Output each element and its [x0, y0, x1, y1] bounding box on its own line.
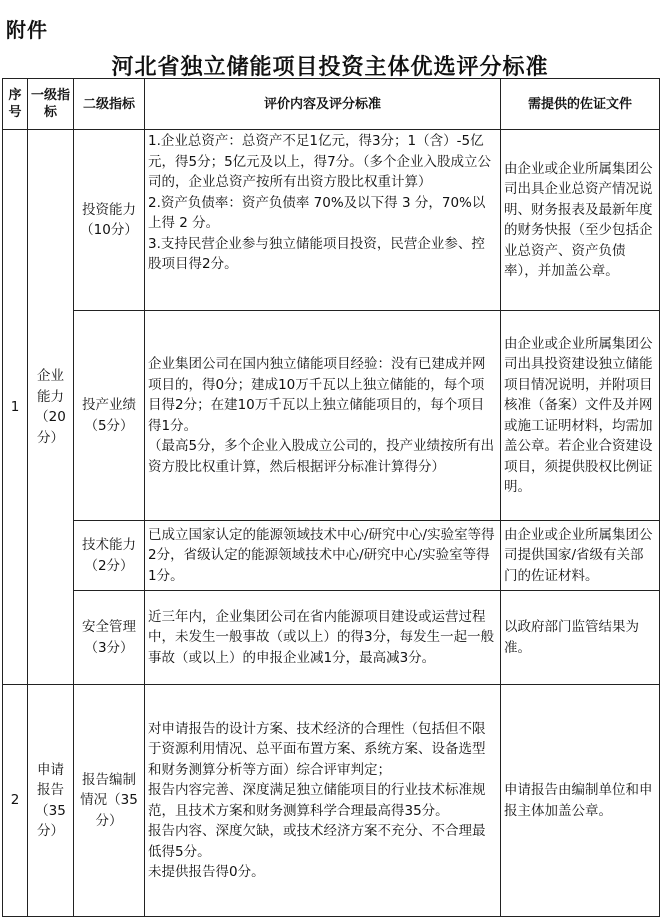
criteria-line: 未提供报告得0分。 [148, 864, 265, 880]
criteria-cell [145, 591, 501, 685]
criteria-line: 已成立国家认定的能源领域技术中心/研究中心/实验室等得2分，省级认定的能源领域技术中心/研究中心/实验室等得1分。 [148, 526, 495, 584]
group-no: 1 [3, 130, 28, 685]
header-no: 序号 [3, 79, 28, 130]
evidence-cell: 由企业或企业所属集团公司提供国家/省级有关部门的佐证材料。 [501, 521, 660, 591]
criteria-cell [145, 685, 501, 917]
criteria-cell [145, 521, 501, 591]
criteria-line: （最高5分，多个企业入股成立公司的，投产业绩按所有出资方股比权重计算，然后根据评分标准计算得分） [148, 438, 495, 475]
table-row [3, 130, 660, 311]
evidence-cell: 由企业或企业所属集团公司出具企业总资产情况说明、财务报表及最新年度的财务快报（至少包括企业总资产、资产负债率），并加盖公章。 [501, 130, 660, 311]
criteria-line: 1.企业总资产：总资产不足1亿元，得3分；1（含）-5亿元，得5分；5亿元及以上，得7分。（多个企业入股成立公司的，企业总资产按所有出资方股比权重计算） [148, 133, 492, 190]
group-no: 2 [3, 685, 28, 917]
table-header-row [3, 79, 660, 130]
header-criteria: 评价内容及评分标准 [145, 79, 501, 130]
level2-indicator: 报告编制情况（35分） [74, 685, 145, 917]
table-row [3, 311, 660, 521]
header-evidence: 需提供的佐证文件 [501, 79, 660, 130]
criteria-line: 3.支持民营企业参与独立储能项目投资，民营企业参、控股项目得2分。 [148, 235, 485, 272]
table-row [3, 685, 660, 917]
header-level2: 二级指标 [74, 79, 145, 130]
criteria-line: 报告内容完善、深度满足独立储能项目的行业技术标准规范，且技术方案和财务测算科学合理最高得35分。 [148, 782, 486, 819]
criteria-line: 近三年内，企业集团公司在省内能源项目建设或运营过程中，未发生一般事故（或以上）的得3分，每发生一起一般事故（或以上）的申报企业减1分，最高减3分。 [148, 608, 495, 666]
document-title: 河北省独立储能项目投资主体优选评分标准 [111, 55, 549, 80]
scoring-table [2, 78, 660, 917]
evidence-cell: 以政府部门监管结果为准。 [501, 591, 660, 685]
level1-indicator: 申请报告（35分） [28, 685, 74, 917]
evidence-cell: 由企业或企业所属集团公司出具投资建设独立储能项目情况说明，并附项目核准（备案）文件及并网或施工证明材料，均需加盖公章。若企业合资建设项目，须提供股权比例证明。 [501, 311, 660, 521]
level2-indicator: 技术能力（2分） [74, 521, 145, 591]
header-level1: 一级指标 [28, 79, 74, 130]
level2-indicator: 安全管理（3分） [74, 591, 145, 685]
criteria-cell [145, 311, 501, 521]
criteria-cell [145, 130, 501, 311]
criteria-line: 2.资产负债率：资产负债率 70%及以下得 3 分，70%以上得 2 分。 [148, 194, 486, 231]
level2-indicator: 投资能力（10分） [74, 130, 145, 311]
criteria-line: 企业集团公司在国内独立储能项目经验：没有已建成并网项目的，得0分；建成10万千瓦以上独立储能的，每个项目得2分；在建10万千瓦以上独立储能项目的，每个项目得1分。 [148, 356, 486, 434]
table-row [3, 591, 660, 685]
level1-indicator: 企业能力（20分） [28, 130, 74, 685]
level2-indicator: 投产业绩（5分） [74, 311, 145, 521]
criteria-line: 报告内容、深度欠缺，或技术经济方案不充分、不合理最低得5分。 [148, 823, 486, 860]
criteria-line: 对申请报告的设计方案、技术经济的合理性（包括但不限于资源利用情况、总平面布置方案、系统方案、设备选型和财务测算分析等方面）综合评审判定； [148, 720, 486, 778]
annex-label: 附件 [6, 18, 48, 42]
evidence-cell: 申请报告由编制单位和申报主体加盖公章。 [501, 685, 660, 917]
table-row [3, 521, 660, 591]
